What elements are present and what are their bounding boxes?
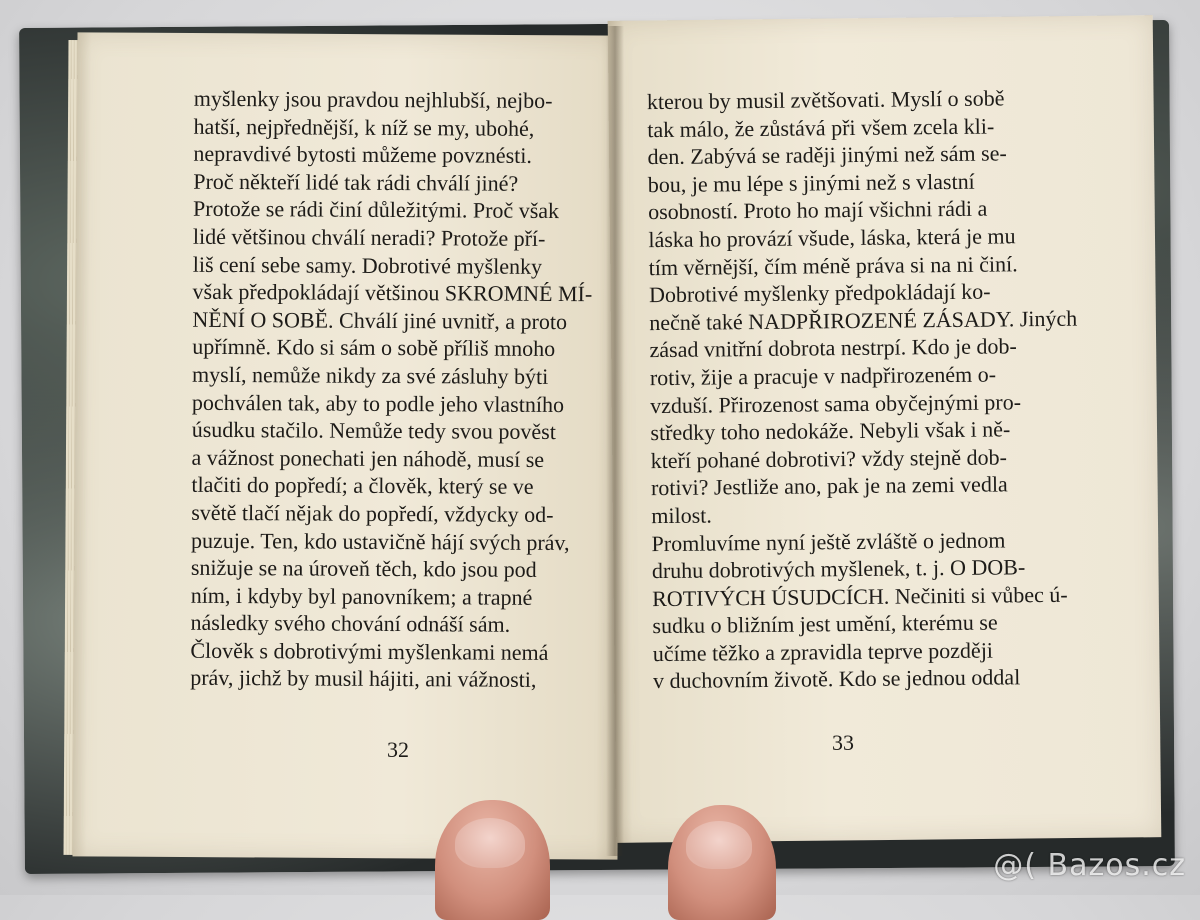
text-line: Proč někteří lidé tak rádi chválí jiné? <box>193 168 519 196</box>
text-line: ROTIVÝCH ÚSUDCÍCH. Nečiniti si vůbec ú- <box>652 581 1068 611</box>
text-line: kteří pohané dobrotivi? vždy stejně dob- <box>650 444 1008 473</box>
page-number-right: 33 <box>832 730 854 755</box>
text-line: světě tlačí nějak do popředí, vždycky od- <box>191 499 554 527</box>
text-line: rotivi? Jestliže ano, pak je na zemi vedla <box>650 471 1008 501</box>
thumbnail-nail <box>455 818 525 868</box>
text-line: osobností. Proto ho mají všichni rádi a <box>647 195 988 225</box>
text-line: milost. <box>651 502 712 529</box>
text-line: snižuje se na úroveň těch, kdo jsou pod <box>190 554 537 582</box>
text-line: sudku o bližním jest umění, kterému se <box>652 609 998 639</box>
site-watermark: @( Bazos.cz <box>993 848 1186 883</box>
text-line: nepravdivé bytosti můžeme povznésti. <box>193 140 532 169</box>
text-line: NĚNÍ O SOBĚ. Chválí jiné uvnitř, a proto <box>192 306 568 334</box>
text-line: zásad vnitřní dobrota nestrpí. Kdo je dob- <box>649 333 1017 363</box>
text-line: pochválen tak, aby to podle jeho vlastního <box>191 389 565 417</box>
text-line: ním, i kdyby byl panovníkem; a trapné <box>190 582 533 610</box>
text-line: středky toho nedokáže. Nebyli však i ně- <box>650 416 1011 446</box>
text-line: následky svého chování odnáší sám. <box>190 610 511 638</box>
text-line: tlačiti do popředí; a člověk, který se ve <box>191 472 534 500</box>
text-line: láska ho provází všude, láska, která je mu <box>648 223 1016 253</box>
text-line: den. Zabývá se raději jinými než sám se- <box>647 140 1007 170</box>
thumb-left <box>435 800 550 920</box>
text-line: Protože se rádi činí důležitými. Proč však <box>193 196 560 224</box>
text-line: však předpokládají většinou SKROMNÉ MÍ- <box>192 278 593 307</box>
text-line: nečně také NADPŘIROZENÉ ZÁSADY. Jiných <box>649 305 1078 335</box>
text-line: vzduší. Přirozenost sama obyčejnými pro- <box>650 388 1022 418</box>
text-line: Člověk s dobrotivými myšlenkami nemá <box>190 637 549 665</box>
text-line: hatší, nejpřednější, k níž se my, ubohé, <box>193 113 535 141</box>
right-page-text <box>646 84 1078 695</box>
text-line: druhu dobrotivých myšlenek, t. j. O DOB- <box>651 554 1026 584</box>
text-line: úsudku stačilo. Nemůže tedy svou pověst <box>191 416 556 445</box>
thumbnail-nail <box>686 821 752 869</box>
text-line: Dobrotivé myšlenky předpokládají ko- <box>648 278 991 308</box>
book-gutter <box>606 26 624 856</box>
text-line: myslí, nemůže nikdy za své zásluhy býti <box>192 361 549 389</box>
text-line: kterou by musil zvětšovati. Myslí o sobě <box>646 85 1005 115</box>
thumb-right <box>668 805 776 920</box>
text-line: upřímně. Kdo si sám o sobě příliš mnoho <box>192 334 556 362</box>
text-line: liš cení sebe samy. Dobrotivé myšlenky <box>192 251 543 279</box>
text-line: učíme těžko a zpravidla teprve později <box>652 637 994 667</box>
page-number-left: 32 <box>387 737 409 762</box>
text-line: v duchovním životě. Kdo se jednou oddal <box>652 664 1021 694</box>
text-line: myšlenky jsou pravdou nejhlubší, nejbo- <box>193 85 553 113</box>
text-line: tak málo, že zůstává při všem zcela kli- <box>647 113 995 142</box>
text-line: Promluvíme nyní ještě zvláště o jednom <box>651 526 1006 556</box>
text-line: tím věrnější, čím méně práva si na ni činí. <box>648 250 1018 280</box>
text-line: bou, je mu lépe s jinými než s vlastní <box>647 168 975 197</box>
text-line: lidé většinou chválí neradi? Protože pří- <box>192 223 546 251</box>
text-line: rotiv, žije a pracuje v nadpřirozeném o- <box>649 361 997 391</box>
text-line: puzuje. Ten, kdo ustavičně hájí svých práv, <box>191 527 570 555</box>
left-page-text <box>190 85 594 694</box>
text-line: práv, jichž by musil hájiti, ani vážnosti, <box>190 665 537 693</box>
text-line: a vážnost ponechati jen náhodě, musí se <box>191 444 545 472</box>
